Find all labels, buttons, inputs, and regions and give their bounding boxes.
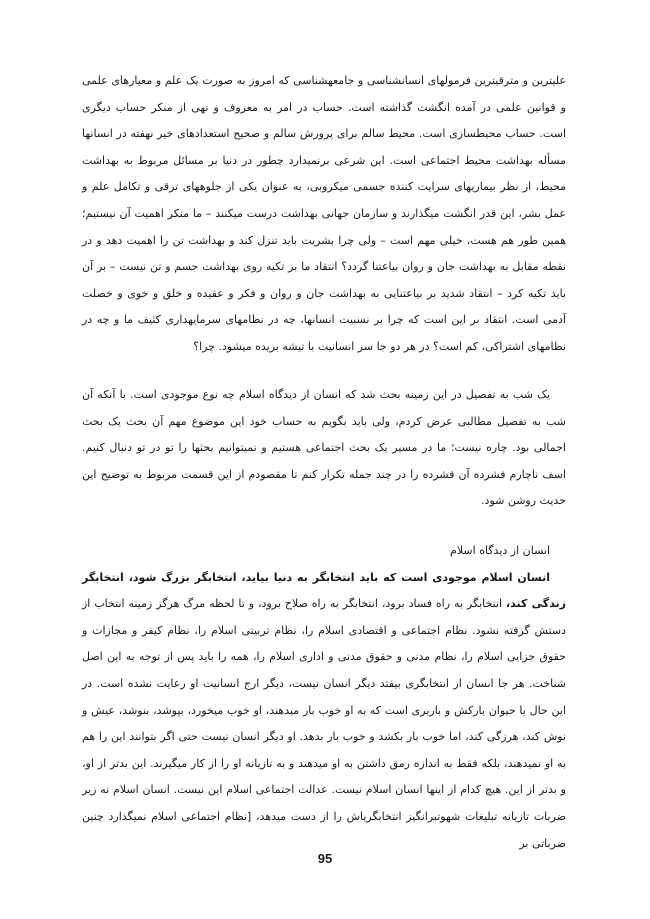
- paragraph-text: علیترین و مترقیترین فرمولهای انسانشناسی و جامعهشناسی که امروز به صورت یک علم و معیارهای علمی و قوانین علمی در آمده انگشت گذاشته است. حساب در امر به معروف و نهی از منکر حساب دیگری است. حساب محیطسازی است. محیط سالم برای پرورش سالم و صحیح استعدادهای خیر نهفته در انسانها مسأله بهداشت محیط اجتماعی است. این شرعی برنمیدارد چطور در دنیا بر مسائل مربوط به بهداشت محیط، از نظر بیماریهای سرایت کننده جسمی میکروبی، به عنوان یکی از جلوههای ترقی و تکامل علم و عمل بشر، این قدر انگشت میگذارند و سازمان جهانی بهداشت درست میکنند – ما منکر اهمیت آن نیستیم؛ همین طور هم هست، خیلی مهم است – ولی چرا بشریت باید تنزل کند و بهداشت تن را اهمیت دهد و در نقطه مقابل به بهداشت جان و روان بیاعتنا گردد؟ انتقاد ما بر تکیه روی بهداشت جسم و تن نیست – بر آن باید تکیه کرد – انتقاد شدید بر بیاعتنایی به بهداشت جان و روان و فکر و عقیده و خلق و خوی و خصلت آدمی است. انتقاد بر این است که چرا بر نسبیت انسانها، چه در نظامهای سرمایهداری کثیف ما و چه در نظامهای اشتراکی، کم است؟ در هر دو جا سر انسانیت با تیشه بریده میشود. چرا؟: [82, 74, 566, 353]
- section-islam-view: [82, 538, 566, 857]
- paragraph-lead: انسان اسلام موجودی است که باید انتخابگر به دنیا بیاید، انتخابگر بزرگ شود، انتخابگر زندگی کند،: [82, 570, 567, 611]
- section-heading: انسان از دیدگاه اسلام: [450, 544, 550, 557]
- body-paragraph-3: [82, 565, 566, 858]
- body-paragraph-1: [82, 68, 566, 361]
- paragraph-text: یک شب به تفصیل در این زمینه بحث شد که انسان از دیدگاه اسلام چه نوع موجودی است. با آنکه آن شب به تفصیل مطالبی عرض کردم، ولی باید بگویم به حساب خود این موضوع مهم آن بحث یک بحث اجمالی بود. چاره نیست؛ ما در مسیر یک بحث اجتماعی هستیم و نمیتوانیم بحثها را تو در تو دنبال کنیم. اسف ناچارم فشرده آن فشرده را در چند جمله تکرار کنم تا مقصودم از این قسمت مربوط به توضیح این حدیث روشن شود.: [82, 388, 566, 508]
- body-paragraph-2: [82, 382, 566, 515]
- page-number: 95: [317, 851, 333, 866]
- paragraph-body: انتخابگر به راه فساد برود، انتخابگر به راه صلاح برود، و تا لحظه مرگ هرگز زمینه انتخاب از دستش گرفته نشود. نظام اجتماعی و اقتصادی اسلام را، نظام تربیتی اسلام را، نظام کیفر و مجازات و حقوق جزایی اسلام را، نظام مدنی و حقوق مدنی و اداری اسلام را، همه را باید پس از توجه به این اصل شناخت. هر جا انسان از انتخابگری بیفتد دیگر انسان نیست، دیگر ارج انسانیت او رعایت نشده است. در این حال یا حیوان بارکش و باربری است که به او خوب بار میدهند، او خوب میخورد، بپوشد، بنوشد، عیش و نوش کند، هرزگی کند، اما خوب بار بکشد و خوب بار بدهد. او دیگر انسان نیست حتی اگر بتوانند این را هم به او نمیدهند، بلکه فقط به اندازه رمق داشتن به او میدهند و به تازیانه او را از کار میگیرند. این بدتر از او، و بدتر از این. هیچ کدام از اینها انسان اسلام نیست. عدالت اجتماعی اسلام این نیست. انسان اسلام نه زیر ضربات تازیانه تبلیغات شهوتبرانگیز انتخابگریاش را از دست میدهد، [نظام اجتماعی اسلام نمیگذارد چنین ضرباتی بر: [82, 597, 566, 850]
